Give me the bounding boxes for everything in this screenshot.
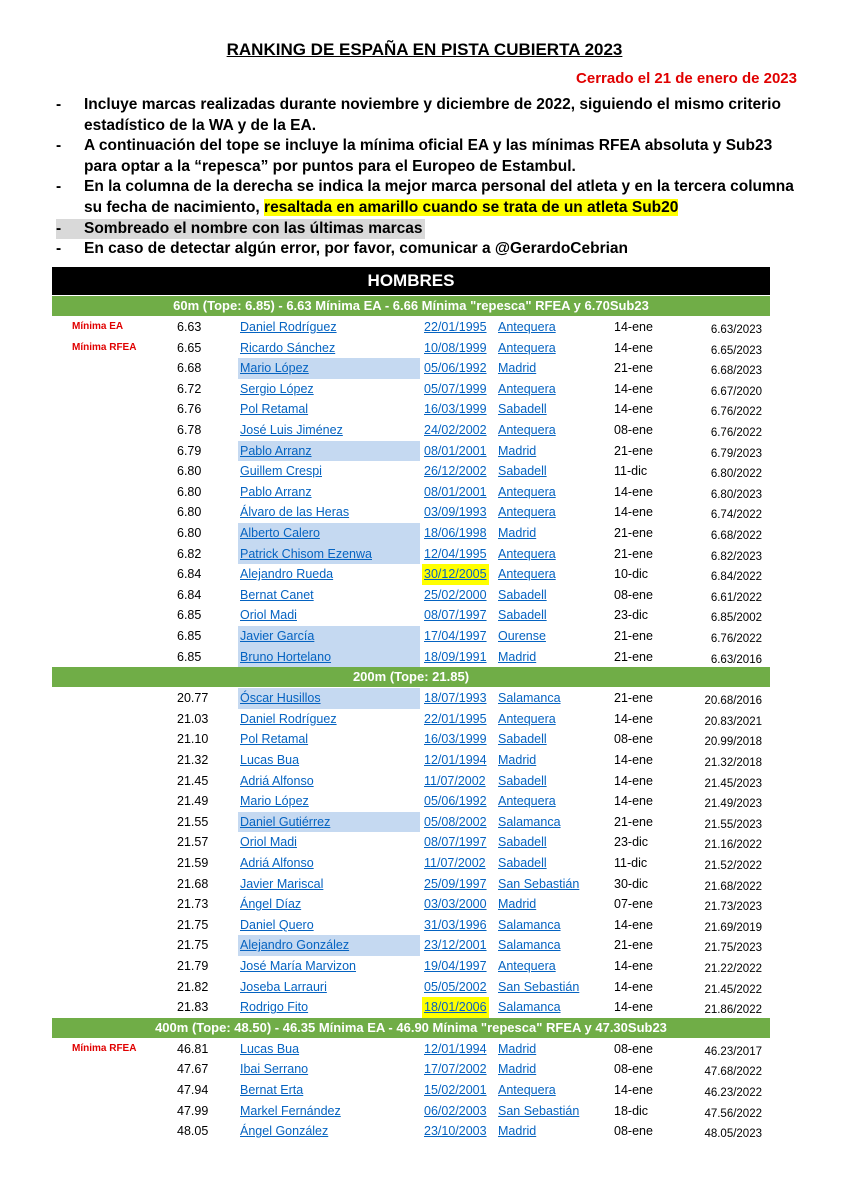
athlete-name-link[interactable]: Daniel Rodríguez: [240, 711, 337, 726]
competition-date: 21-ene: [614, 443, 653, 458]
note-item: [56, 136, 801, 177]
table-row: [52, 626, 770, 647]
mark-cell: 21.57: [177, 835, 209, 850]
page-title: RANKING DE ESPAÑA EN PISTA CUBIERTA 2023: [226, 40, 623, 59]
note-item: [56, 95, 801, 136]
mark-cell: 47.99: [177, 1103, 209, 1118]
table-row: [52, 1121, 770, 1142]
venue-link[interactable]: Antequera: [498, 484, 556, 499]
athlete-name-link[interactable]: Daniel Quero: [240, 917, 314, 932]
venue-link[interactable]: Madrid: [498, 1062, 537, 1077]
competition-date: 14-ene: [614, 753, 653, 767]
birth-date-link[interactable]: 08/01/2001: [424, 443, 487, 458]
table-row: [52, 482, 770, 503]
birth-date-link[interactable]: 22/01/1995: [424, 320, 487, 334]
athlete-name-link[interactable]: Mario López: [240, 794, 309, 809]
event-band: 400m (Tope: 48.50) - 46.35 Mínima EA - 46.90 Mínima "repesca" RFEA y 47.30Sub23: [52, 1018, 770, 1038]
mark-cell: 47.67: [177, 1062, 209, 1077]
athlete-name-link[interactable]: Adriá Alfonso: [240, 773, 314, 788]
venue-link[interactable]: Antequera: [498, 711, 556, 726]
mark-cell: 20.77: [177, 691, 209, 706]
competition-date: 23-dic: [614, 608, 649, 623]
venue-link[interactable]: Sabadell: [498, 732, 547, 747]
table-row: [52, 956, 770, 977]
athlete-name-link[interactable]: Markel Fernández: [240, 1103, 341, 1118]
table-row: [52, 832, 770, 853]
note-text: En caso de detectar algún error, por favor, comunicar a @GerardoCebrian: [84, 240, 629, 258]
athlete-name-link[interactable]: Guillem Crespi: [240, 464, 322, 479]
mark-cell: 21.68: [177, 876, 209, 891]
mark-cell: 21.79: [177, 959, 209, 973]
personal-best: 20.83/2021: [704, 715, 762, 728]
table-row: [52, 317, 770, 338]
personal-best: 6.76/2022: [710, 633, 762, 645]
personal-best: 21.32/2018: [704, 757, 762, 769]
birth-date-link[interactable]: 31/03/1996: [424, 917, 487, 932]
birth-date-link[interactable]: 11/07/2002: [424, 856, 486, 870]
competition-date: 14-ene: [614, 917, 653, 932]
table-row: [52, 1039, 770, 1060]
birth-date-link[interactable]: 16/03/1999: [424, 402, 487, 417]
competition-date: 14-ene: [614, 959, 653, 973]
birth-date-link[interactable]: 12/01/1994: [424, 1041, 487, 1056]
athlete-name-link[interactable]: Bernat Erta: [240, 1083, 304, 1097]
personal-best: 46.23/2022: [704, 1087, 762, 1099]
athlete-name-link[interactable]: Pablo Arranz: [238, 441, 420, 462]
venue-link[interactable]: Ourense: [498, 629, 546, 643]
mark-cell: 21.82: [177, 979, 209, 994]
venue-link[interactable]: Antequera: [498, 340, 556, 355]
mark-cell: 21.83: [177, 1000, 209, 1015]
venue-link[interactable]: Sabadell: [498, 402, 547, 417]
personal-best: 6.65/2023: [710, 344, 762, 357]
athlete-name-link[interactable]: Adriá Alfonso: [240, 856, 314, 870]
mark-cell: 21.10: [177, 732, 209, 747]
table-row: [52, 853, 770, 874]
personal-best: 6.61/2022: [710, 591, 762, 604]
personal-best: 6.80/2022: [710, 468, 762, 481]
birth-date-link[interactable]: 23/12/2001: [424, 938, 487, 953]
competition-date: 21-ene: [614, 691, 653, 706]
table-row: [52, 894, 770, 915]
personal-best: 6.68/2022: [710, 530, 762, 542]
competition-date: 14-ene: [614, 340, 653, 355]
birth-date-link[interactable]: 19/04/1997: [424, 959, 487, 973]
personal-best: 21.69/2019: [704, 921, 762, 934]
venue-link[interactable]: Madrid: [498, 897, 537, 912]
personal-best: 6.79/2023: [710, 447, 762, 460]
venue-link[interactable]: Madrid: [498, 1041, 537, 1056]
note-dash: -: [56, 240, 62, 258]
mark-cell: 6.80: [177, 464, 202, 479]
competition-date: 08-ene: [614, 1124, 653, 1139]
mark-cell: 6.76: [177, 402, 202, 417]
mark-cell: 21.55: [177, 814, 209, 829]
mark-cell: 21.75: [177, 917, 209, 932]
athlete-name-link[interactable]: Patrick Chisom Ezenwa: [238, 544, 420, 565]
note-text: Sombreado el nombre con las últimas marcas: [84, 219, 423, 237]
competition-date: 18-dic: [614, 1103, 649, 1118]
table-row: [52, 544, 770, 565]
personal-best: 6.84/2022: [710, 571, 762, 584]
mark-cell: 6.85: [177, 629, 202, 643]
venue-link[interactable]: Antequera: [498, 320, 556, 334]
table-row: [52, 399, 770, 420]
personal-best: 6.63/2016: [710, 653, 762, 666]
table-row: [52, 585, 770, 606]
competition-date: 11-dic: [614, 464, 648, 479]
athlete-name-link[interactable]: Álvaro de las Heras: [240, 505, 350, 520]
birth-date-link[interactable]: 05/07/1999: [424, 381, 487, 396]
competition-date: 08-ene: [614, 1062, 653, 1077]
competition-date: 08-ene: [614, 587, 653, 602]
table-row: [52, 791, 770, 812]
athlete-name-link[interactable]: José María Marvizon: [240, 959, 357, 973]
competition-date: 21-ene: [614, 629, 653, 643]
venue-link[interactable]: Antequera: [498, 423, 556, 437]
athlete-name-link[interactable]: José Luis Jiménez: [240, 423, 343, 437]
personal-best: 47.56/2022: [704, 1107, 762, 1120]
athlete-name-link[interactable]: Mario López: [238, 358, 420, 379]
birth-date-link[interactable]: 18/01/2006: [422, 997, 489, 1018]
birth-date-link[interactable]: 18/07/1993: [424, 691, 487, 706]
personal-best: 6.67/2020: [710, 385, 762, 398]
athlete-name-link[interactable]: Lucas Bua: [240, 753, 300, 767]
birth-date-link[interactable]: 03/09/1993: [424, 505, 487, 520]
birth-date-link[interactable]: 16/03/1999: [424, 732, 487, 747]
birth-date-link[interactable]: 17/04/1997: [424, 629, 487, 643]
mark-cell: 46.81: [177, 1041, 209, 1056]
venue-link[interactable]: Madrid: [498, 443, 537, 458]
athlete-name-link[interactable]: Daniel Gutiérrez: [238, 812, 420, 833]
event-band: 60m (Tope: 6.85) - 6.63 Mínima EA - 6.66 Mínima "repesca" RFEA y 6.70Sub23: [52, 296, 770, 316]
mark-cell: 48.05: [177, 1124, 209, 1139]
notes-list: [56, 95, 801, 260]
personal-best: 6.74/2022: [710, 509, 762, 522]
athlete-name-link[interactable]: Javier García: [238, 626, 420, 647]
personal-best: 21.68/2022: [704, 880, 762, 893]
athlete-name-link[interactable]: Alberto Calero: [238, 523, 420, 544]
mark-cell: 21.32: [177, 753, 209, 767]
personal-best: 20.68/2016: [704, 695, 762, 708]
birth-date-link[interactable]: 30/12/2005: [422, 564, 489, 585]
mark-cell: 6.80: [177, 526, 202, 540]
note-item: [56, 177, 801, 218]
table-row: [52, 771, 770, 792]
competition-date: 30-dic: [614, 876, 649, 891]
competition-date: 14-ene: [614, 979, 653, 994]
note-dash: -: [56, 137, 62, 155]
venue-link[interactable]: San Sebastián: [498, 1103, 580, 1118]
venue-link[interactable]: Sabadell: [498, 464, 547, 479]
competition-date: 14-ene: [614, 773, 653, 788]
mark-cell: 6.80: [177, 484, 202, 499]
birth-date-link[interactable]: 25/09/1997: [424, 876, 487, 891]
personal-best: 6.68/2023: [710, 365, 762, 378]
venue-link[interactable]: Antequera: [498, 505, 556, 520]
personal-best: 21.75/2023: [704, 942, 762, 955]
athlete-name-link[interactable]: Oriol Madi: [240, 608, 297, 623]
table-row: [52, 358, 770, 379]
venue-link[interactable]: Salamanca: [498, 1000, 561, 1015]
section-header-hombres: HOMBRES: [52, 267, 770, 295]
personal-best: 6.82/2023: [710, 550, 762, 563]
mark-cell: 6.65: [177, 340, 202, 355]
athlete-name-link[interactable]: Daniel Rodríguez: [240, 320, 337, 334]
mark-cell: 6.68: [177, 361, 202, 376]
venue-link[interactable]: Salamanca: [498, 691, 561, 706]
table-row: [52, 338, 770, 359]
competition-date: 23-dic: [614, 835, 649, 850]
mark-cell: 6.63: [177, 320, 202, 334]
athlete-name-link[interactable]: Pol Retamal: [240, 732, 309, 747]
athlete-name-link[interactable]: Ibai Serrano: [240, 1062, 309, 1077]
mark-cell: 47.94: [177, 1083, 209, 1097]
venue-link[interactable]: Salamanca: [498, 814, 561, 829]
mark-cell: 21.73: [177, 897, 209, 912]
athlete-name-link[interactable]: Sergio López: [240, 381, 314, 396]
athlete-name-link[interactable]: Rodrigo Fito: [240, 1000, 309, 1015]
table-row: [52, 874, 770, 895]
table-row: [52, 502, 770, 523]
athlete-name-link[interactable]: Javier Mariscal: [240, 876, 324, 891]
table-row: [52, 379, 770, 400]
venue-link[interactable]: Sabadell: [498, 856, 547, 870]
venue-link[interactable]: Madrid: [498, 753, 537, 767]
athlete-name-link[interactable]: Oriol Madi: [240, 835, 297, 850]
table-row: [52, 935, 770, 956]
athlete-name-link[interactable]: Óscar Husillos: [238, 688, 420, 709]
athlete-name-link[interactable]: Lucas Bua: [240, 1041, 300, 1056]
mark-cell: 6.85: [177, 649, 202, 664]
personal-best: 6.80/2023: [710, 488, 762, 501]
competition-date: 14-ene: [614, 320, 653, 334]
athlete-name-link[interactable]: Ángel Díaz: [240, 897, 302, 912]
venue-link[interactable]: Sabadell: [498, 773, 547, 788]
personal-best: 20.99/2018: [704, 736, 762, 749]
competition-date: 14-ene: [614, 484, 653, 499]
birth-date-link[interactable]: 25/02/2000: [424, 587, 487, 602]
note-text: A continuación del tope se incluye la mínima oficial EA y las mínimas RFEA absoluta y Sub23 para optar a la “repesca” por puntos para el Europeo de Estambul.: [84, 137, 773, 175]
personal-best: 6.76/2022: [710, 427, 762, 439]
competition-date: 14-ene: [614, 1000, 653, 1015]
event-band: 200m (Tope: 21.85): [52, 667, 770, 687]
birth-date-link[interactable]: 18/06/1998: [424, 526, 487, 540]
table-row: [52, 729, 770, 750]
birth-date-link[interactable]: 11/07/2002: [424, 773, 486, 788]
table-row: [52, 441, 770, 462]
closed-date: Cerrado el 21 de enero de 2023: [576, 70, 797, 87]
birth-date-link[interactable]: 05/06/1992: [424, 361, 487, 376]
note-text: En la columna de la derecha se indica la mejor marca personal del atleta y en la tercera columna su fecha de nacimiento,: [84, 178, 794, 216]
competition-date: 21-ene: [614, 546, 653, 561]
table-row: [52, 997, 770, 1018]
minima-label: Mínima EA: [72, 321, 124, 332]
venue-link[interactable]: Madrid: [498, 526, 537, 540]
competition-date: 08-ene: [614, 732, 653, 747]
note-item-wrapper: [56, 219, 801, 240]
personal-best: 6.76/2022: [710, 406, 762, 419]
competition-date: 10-dic: [614, 567, 649, 582]
athlete-name-link[interactable]: Bernat Canet: [240, 587, 314, 602]
competition-date: 21-ene: [614, 526, 653, 540]
birth-date-link[interactable]: 12/01/1994: [424, 753, 487, 767]
personal-best: 21.86/2022: [704, 1004, 762, 1017]
note-text: Incluye marcas realizadas durante noviembre y diciembre de 2022, siguiendo el mismo criterio estadístico de la WA y de la EA.: [84, 96, 781, 134]
competition-date: 11-dic: [614, 856, 648, 870]
venue-link[interactable]: Madrid: [498, 1124, 537, 1139]
birth-date-link[interactable]: 03/03/2000: [424, 897, 487, 912]
competition-date: 21-ene: [614, 361, 653, 376]
personal-best: 21.52/2022: [704, 860, 762, 872]
venue-link[interactable]: Antequera: [498, 1083, 556, 1097]
table-row: [52, 420, 770, 441]
mark-cell: 6.82: [177, 546, 202, 561]
competition-date: 14-ene: [614, 402, 653, 417]
table-row: [52, 812, 770, 833]
athlete-name-link[interactable]: Pol Retamal: [240, 402, 309, 417]
birth-date-link[interactable]: 26/12/2002: [424, 464, 487, 479]
birth-date-link[interactable]: 15/02/2001: [424, 1083, 487, 1097]
venue-link[interactable]: San Sebastián: [498, 979, 580, 994]
note-item-shaded: [56, 219, 425, 240]
minima-label: Mínima RFEA: [72, 1042, 137, 1054]
competition-date: 14-ene: [614, 505, 653, 520]
personal-best: 6.85/2002: [710, 612, 762, 625]
mark-cell: 6.72: [177, 381, 202, 396]
competition-date: 08-ene: [614, 423, 653, 437]
personal-best: 21.45/2022: [704, 983, 762, 996]
birth-date-link[interactable]: 05/08/2002: [424, 814, 487, 829]
table-row: [52, 977, 770, 998]
personal-best: 21.49/2023: [704, 798, 762, 811]
competition-date: 14-ene: [614, 794, 653, 809]
athlete-name-link[interactable]: Joseba Larrauri: [240, 979, 327, 994]
mark-cell: 21.49: [177, 794, 209, 809]
minima-label: Mínima RFEA: [72, 341, 137, 353]
venue-link[interactable]: Antequera: [498, 567, 556, 582]
birth-date-link[interactable]: 22/01/1995: [424, 711, 487, 726]
table-row: [52, 647, 770, 668]
venue-link[interactable]: Sabadell: [498, 608, 547, 623]
venue-link[interactable]: Salamanca: [498, 917, 561, 932]
table-row: [52, 688, 770, 709]
table-row: [52, 1059, 770, 1080]
venue-link[interactable]: Salamanca: [498, 938, 561, 953]
table-row: [52, 709, 770, 730]
note-dash: -: [56, 96, 62, 113]
venue-link[interactable]: Antequera: [498, 381, 556, 396]
table-row: [52, 605, 770, 626]
venue-link[interactable]: Antequera: [498, 546, 556, 561]
competition-date: 21-ene: [614, 649, 653, 664]
table-row: [52, 564, 770, 585]
birth-date-link[interactable]: 24/02/2002: [424, 423, 487, 437]
competition-date: 14-ene: [614, 381, 653, 396]
personal-best: 21.73/2023: [704, 901, 762, 914]
birth-date-link[interactable]: 08/01/2001: [424, 484, 487, 499]
mark-cell: 6.84: [177, 567, 202, 582]
venue-link[interactable]: Sabadell: [498, 587, 547, 602]
mark-cell: 21.59: [177, 856, 209, 870]
birth-date-link[interactable]: 17/07/2002: [424, 1062, 487, 1077]
athlete-name-link[interactable]: Ricardo Sánchez: [240, 340, 336, 355]
personal-best: 47.68/2022: [704, 1066, 762, 1079]
athlete-name-link[interactable]: Alejandro Rueda: [240, 567, 334, 582]
athlete-name-link[interactable]: Pablo Arranz: [240, 484, 312, 499]
birth-date-link[interactable]: 10/08/1999: [424, 340, 487, 355]
personal-best: 6.63/2023: [710, 324, 762, 336]
competition-date: 07-ene: [614, 897, 653, 912]
note-dash: -: [56, 178, 62, 196]
table-row: [52, 1101, 770, 1122]
birth-date-link[interactable]: 18/09/1991: [424, 649, 487, 664]
personal-best: 21.22/2022: [704, 963, 762, 975]
note-dash: -: [56, 219, 62, 237]
birth-date-link[interactable]: 06/02/2003: [424, 1103, 487, 1118]
mark-cell: 6.80: [177, 505, 202, 520]
personal-best: 46.23/2017: [704, 1045, 762, 1058]
personal-best: 21.16/2022: [704, 839, 762, 852]
competition-date: 08-ene: [614, 1041, 653, 1056]
table-row: [52, 461, 770, 482]
birth-date-link[interactable]: 12/04/1995: [424, 546, 487, 561]
venue-link[interactable]: Madrid: [498, 361, 537, 376]
birth-date-link[interactable]: 05/05/2002: [424, 979, 487, 994]
athlete-name-link[interactable]: Ángel González: [240, 1124, 329, 1139]
note-item: [56, 239, 801, 260]
venue-link[interactable]: Sabadell: [498, 835, 547, 850]
venue-link[interactable]: Madrid: [498, 649, 537, 664]
note-highlight: resaltada en amarillo cuando se trata de un atleta Sub20: [264, 198, 679, 216]
competition-date: 14-ene: [614, 1083, 653, 1097]
venue-link[interactable]: Antequera: [498, 794, 556, 809]
mark-cell: 6.79: [177, 443, 202, 458]
personal-best: 48.05/2023: [704, 1128, 762, 1141]
table-row: [52, 523, 770, 544]
mark-cell: 6.84: [177, 587, 202, 602]
athlete-name-link[interactable]: Alejandro González: [238, 935, 420, 956]
birth-date-link[interactable]: 05/06/1992: [424, 794, 487, 809]
mark-cell: 21.03: [177, 711, 209, 726]
birth-date-link[interactable]: 08/07/1997: [424, 608, 487, 623]
competition-date: 21-ene: [614, 938, 653, 953]
mark-cell: 21.75: [177, 938, 209, 953]
mark-cell: 6.85: [177, 608, 202, 623]
competition-date: 21-ene: [614, 814, 653, 829]
mark-cell: 6.78: [177, 423, 202, 437]
personal-best: 21.55/2023: [704, 818, 762, 831]
table-row: [52, 750, 770, 771]
venue-link[interactable]: Antequera: [498, 959, 556, 973]
venue-link[interactable]: San Sebastián: [498, 876, 580, 891]
competition-date: 14-ene: [614, 711, 653, 726]
personal-best: 21.45/2023: [704, 777, 762, 790]
birth-date-link[interactable]: 23/10/2003: [424, 1124, 487, 1139]
table-row: [52, 915, 770, 936]
athlete-name-link[interactable]: Bruno Hortelano: [238, 647, 420, 668]
mark-cell: 21.45: [177, 773, 209, 788]
table-row: [52, 1080, 770, 1101]
birth-date-link[interactable]: 08/07/1997: [424, 835, 487, 850]
